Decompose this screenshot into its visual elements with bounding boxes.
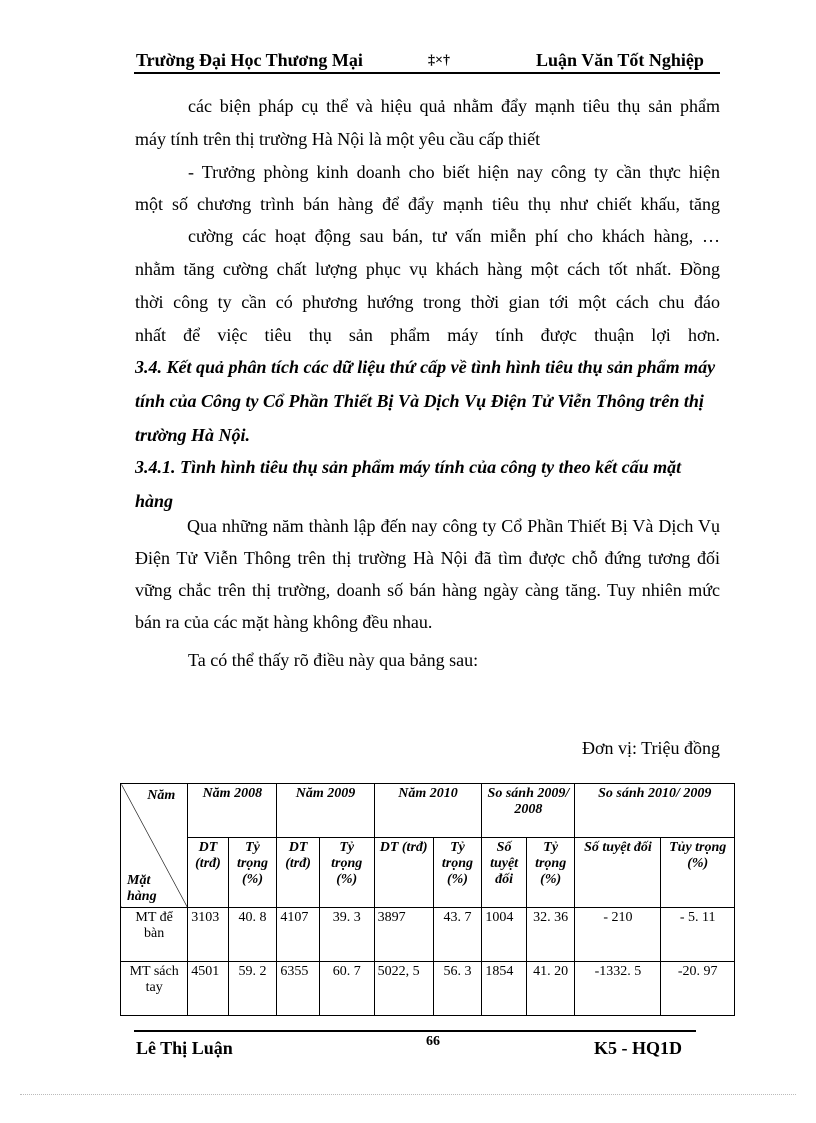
unit-note: Đơn vị: Triệu đồng xyxy=(581,738,720,758)
footer-class: K5 - HQ1D xyxy=(594,1038,682,1058)
table-cell: 56. 3 xyxy=(433,962,482,1016)
table-cell: 4107 xyxy=(277,908,319,962)
table-cell: - 210 xyxy=(575,908,661,962)
para-line-3: - Trưởng phòng kinh doanh cho biết hiện nay công ty cần thực hiện xyxy=(188,162,720,182)
table-cell: 32. 36 xyxy=(526,908,575,962)
paragraph-table-lead: Ta có thể thấy rõ điều này qua bảng sau: xyxy=(188,650,479,670)
page-number: 66 xyxy=(426,1034,440,1049)
year-2010-header: Năm 2010 xyxy=(374,784,482,838)
section-heading-3-4: 3.4. Kết quả phân tích các dữ liệu thứ cấp về tình hình tiêu thụ sản phẩm máy tính của Công ty Cổ Phần Thiết Bị Và Dịch Vụ Điện Tử Viễn Thông trên thị trường Hà Nội. xyxy=(135,357,716,445)
sub-dt: DT (trđ) xyxy=(188,838,228,908)
sub-ty: Tỷ trọng (%) xyxy=(526,838,575,908)
sub-abs: Số tuyệt đối xyxy=(482,838,527,908)
corner-cell xyxy=(121,784,188,908)
table-cell: 1004 xyxy=(482,908,527,962)
para-line-6: nhằm tăng cường chất lượng phục vụ khách hàng một cách tốt nhất. Đồng xyxy=(135,259,720,279)
sub-ty: Tỷ trọng (%) xyxy=(319,838,374,908)
page-edge-line xyxy=(20,1094,796,1095)
table-cell: 39. 3 xyxy=(319,908,374,962)
table-cell: 3103 xyxy=(188,908,228,962)
sub-ty: Tỷ trọng (%) xyxy=(228,838,277,908)
compare-2010-2009-header: So sánh 2010/ 2009 xyxy=(575,784,735,838)
table-cell: -20. 97 xyxy=(661,962,735,1016)
header-school: Trường Đại Học Thương Mại xyxy=(136,50,363,70)
para-line-5: cường các hoạt động sau bán, tư vấn miễn phí cho khách hàng, … xyxy=(188,226,720,246)
table-cell: 6355 xyxy=(277,962,319,1016)
footer-rule xyxy=(134,1030,696,1032)
table-cell: 43. 7 xyxy=(433,908,482,962)
paragraph-intro: Qua những năm thành lập đến nay công ty Cổ Phần Thiết Bị Và Dịch Vụ Điện Tử Viễn Thông trên thị trường Hà Nội đã tìm được chỗ đứng tương đối vững chắc trên thị trường, doanh số bán hàng ngày càng tăng. Tuy nhiên mức bán ra của các mặt hàng không đều nhau. xyxy=(135,516,720,632)
table-row xyxy=(121,908,735,962)
sub-ty: Tỷ trọng (%) xyxy=(433,838,482,908)
sub-dt: DT (trđ) xyxy=(277,838,319,908)
table-cell: - 5. 11 xyxy=(661,908,735,962)
table-cell: 5022, 5 xyxy=(374,962,433,1016)
sub-dt: DT (trđ) xyxy=(374,838,433,908)
header-ornament: ‡×† xyxy=(428,53,450,68)
table-cell: 41. 20 xyxy=(526,962,575,1016)
sub-tuy: Tủy trọng (%) xyxy=(661,838,735,908)
table-cell: -1332. 5 xyxy=(575,962,661,1016)
row-label: MT để bàn xyxy=(121,908,188,962)
table-cell: 40. 8 xyxy=(228,908,277,962)
table-cell: 60. 7 xyxy=(319,962,374,1016)
compare-2009-2008-header: So sánh 2009/ 2008 xyxy=(482,784,575,838)
corner-year-label: Năm xyxy=(147,788,176,803)
section-heading-3-4-1: 3.4.1. Tình hình tiêu thụ sản phẩm máy tính của công ty theo kết cấu mặt hàng xyxy=(135,457,682,511)
sub-abs: Số tuyệt đối xyxy=(575,838,661,908)
header-doc-type: Luận Văn Tốt Nghiệp xyxy=(536,50,704,70)
table-cell: 4501 xyxy=(188,962,228,1016)
header-rule xyxy=(134,72,720,74)
para-line-8: nhất để việc tiêu thụ sản phẩm máy tính được thuận lợi hơn. xyxy=(135,325,720,345)
para-line-2: máy tính trên thị trường Hà Nội là một yêu cầu cấp thiết xyxy=(135,129,541,149)
row-label: MT sách tay xyxy=(121,962,188,1016)
year-2009-header: Năm 2009 xyxy=(277,784,374,838)
table-cell: 3897 xyxy=(374,908,433,962)
sales-table xyxy=(120,783,735,1016)
table-cell: 1854 xyxy=(482,962,527,1016)
table-cell: 59. 2 xyxy=(228,962,277,1016)
footer-author: Lê Thị Luận xyxy=(136,1038,233,1058)
para-line-7: thời công ty cần có phương hướng trong thời gian tới một cách chu đáo xyxy=(135,292,720,312)
para-line-4: một số chương trình bán hàng để đẩy mạnh tiêu thụ như chiết khấu, tăng xyxy=(135,194,720,214)
table-row xyxy=(121,962,735,1016)
para-line-1: các biện pháp cụ thể và hiệu quả nhằm đẩy mạnh tiêu thụ sản phẩm xyxy=(188,96,720,116)
year-2008-header: Năm 2008 xyxy=(188,784,277,838)
corner-item-label: Mặt hàng xyxy=(127,873,157,904)
